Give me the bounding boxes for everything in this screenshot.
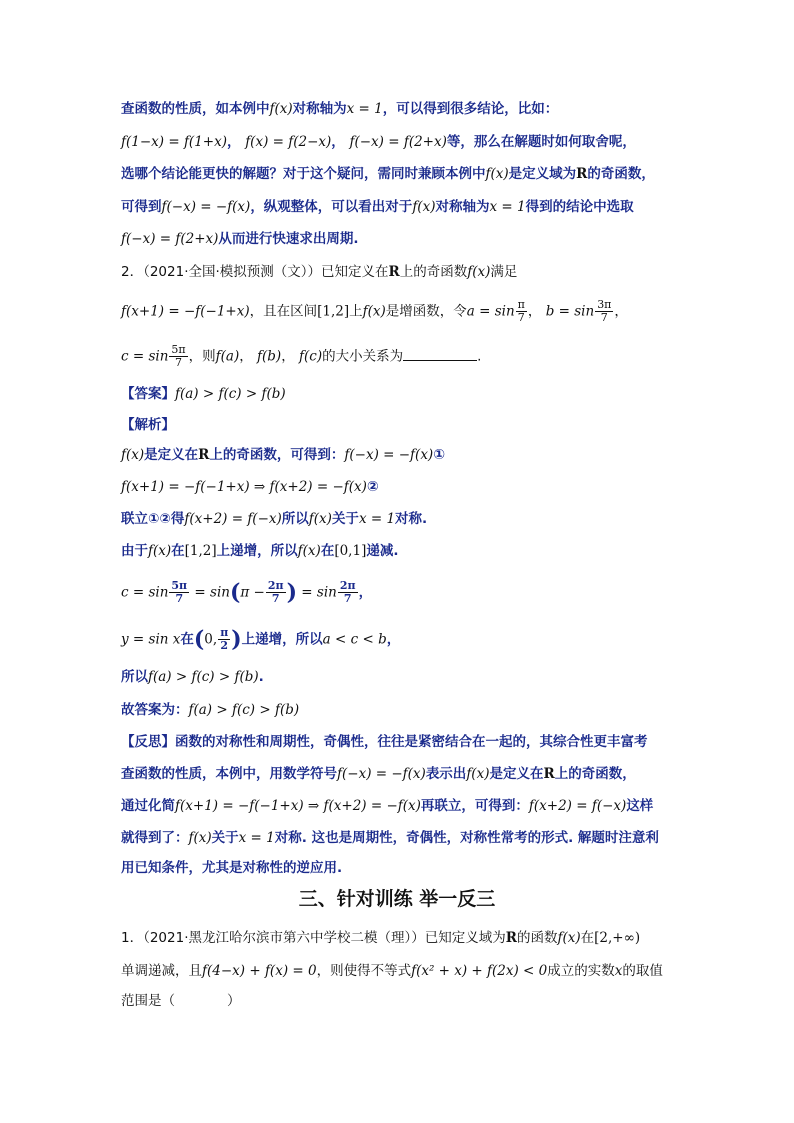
fraction-numerator: π — [220, 626, 229, 639]
math: f(x) — [412, 199, 436, 215]
math: c = sin — [121, 348, 169, 365]
text: 所以 — [281, 511, 309, 527]
math: f(1−x) = f(1+x) — [121, 134, 227, 150]
math: f(x) = f(2−x) — [245, 134, 332, 150]
text-line — [121, 164, 655, 184]
text-line — [121, 132, 636, 152]
text: 查函数的性质，本例中，用数学符号 — [121, 766, 337, 782]
text: ， — [614, 303, 628, 320]
text: 用已知条件，尤其是对称性的逆应用. — [121, 860, 343, 876]
math: f(x) — [485, 166, 509, 182]
text: 上的奇函数 — [399, 264, 468, 280]
math: y = sin x — [121, 631, 181, 648]
math: x = 1 — [346, 101, 383, 117]
math: f(x) — [269, 101, 293, 117]
fraction-denominator: 7 — [343, 592, 352, 605]
text: ， — [527, 303, 542, 320]
fraction — [595, 299, 613, 324]
math: R — [543, 766, 555, 782]
text: ， — [358, 584, 373, 601]
text-line — [121, 229, 359, 249]
fraction-denominator: 7 — [600, 311, 608, 324]
reflection-line — [121, 764, 636, 784]
fraction-denominator: 7 — [271, 592, 280, 605]
math: b = sin — [545, 303, 595, 320]
solution-line — [121, 580, 372, 605]
math: f(x+1) = −f(−1+x) ⇒ f(x+2) = −f(x) — [175, 798, 421, 814]
question-2-line — [121, 262, 517, 282]
text: 是定义域为 — [508, 166, 577, 182]
solution-line — [121, 700, 299, 720]
fraction-numerator: 2π — [339, 579, 356, 592]
math: f(a) > f(c) > f(b) — [175, 386, 286, 402]
text: 范围是（ — [121, 993, 175, 1009]
math: π − — [240, 584, 265, 601]
math: f(x² + x) + f(2x) < 0 — [411, 963, 548, 979]
paren-open: ( — [229, 579, 241, 606]
math: a = sin — [466, 303, 515, 320]
text: 是定义在 — [144, 447, 199, 463]
math: = sin — [297, 584, 337, 601]
solution-line — [121, 541, 398, 561]
solution-line — [121, 667, 264, 687]
text: 对称轴为 — [292, 101, 347, 117]
text: 在 — [580, 930, 595, 946]
fraction-numerator: 2π — [267, 579, 284, 592]
fraction-denominator: 7 — [175, 356, 183, 369]
paren-close: ) — [231, 626, 242, 653]
text: 这样 — [626, 798, 654, 814]
solution-line — [121, 445, 445, 465]
text: . — [258, 669, 264, 685]
text: 等，那么在解题时如何取舍呢， — [446, 134, 636, 150]
math: R — [198, 447, 210, 463]
practice-1-line — [121, 991, 241, 1011]
math: f(−x) = −f(x) — [161, 199, 251, 215]
math: f(a) > f(c) > f(b) — [188, 702, 300, 718]
math: x = 1 — [489, 199, 526, 215]
solution-line — [121, 477, 379, 497]
section-heading: 三、针对训练 举一反三 — [298, 888, 496, 910]
text: 关于 — [331, 511, 359, 527]
question-2-line — [121, 299, 628, 324]
text: 联立①②得 — [121, 511, 185, 527]
math: [0,1] — [334, 543, 367, 559]
math: f(x) — [121, 447, 145, 463]
math: f(x) — [148, 543, 172, 559]
fraction-numerator: 5π — [171, 343, 186, 356]
math: f(a) > f(c) > f(b) — [148, 669, 259, 685]
text: 查函数的性质，如本例中 — [121, 101, 270, 117]
math: x = 1 — [358, 511, 396, 527]
math: f(x) — [466, 766, 490, 782]
text: . — [477, 348, 482, 365]
reflection-line — [121, 828, 659, 848]
reflection-line — [121, 732, 648, 752]
fraction — [266, 580, 286, 605]
solution-line — [121, 627, 400, 652]
text: ，可以得到很多结论，比如： — [382, 101, 559, 117]
answer-label: 【答案】 — [121, 386, 175, 402]
math: f(a) — [215, 348, 240, 365]
math: f(x) — [297, 543, 321, 559]
text: 可得到 — [121, 199, 162, 215]
text: 递减. — [366, 543, 399, 559]
text: ， — [331, 134, 345, 150]
text: ， — [281, 348, 295, 365]
text: 表示出 — [425, 766, 467, 782]
text: 是定义在 — [489, 766, 544, 782]
fraction — [169, 344, 187, 369]
text: 对称. 这也是周期性，奇偶性，对称性常考的形式. 解题时注意利 — [274, 830, 659, 846]
text: ① — [433, 447, 446, 463]
fraction — [338, 580, 358, 605]
text-line — [121, 99, 558, 119]
answer-line — [121, 384, 286, 404]
fraction — [516, 299, 527, 324]
text: 上递增，所以 — [241, 631, 323, 648]
text: 上的奇函数，可得到： — [209, 447, 345, 463]
text: ，则 — [188, 348, 216, 365]
reflection-line — [121, 858, 342, 878]
math: f(x+2) = f(−x) — [184, 511, 282, 527]
text: 关于 — [211, 830, 239, 846]
math: f(x) — [362, 303, 386, 320]
paren-close: ) — [286, 579, 298, 606]
fraction-denominator: 7 — [175, 592, 184, 605]
fraction-numerator: 3π — [597, 298, 612, 311]
text: 由于 — [121, 543, 148, 559]
text-line — [121, 197, 634, 217]
text: 单调递减，且 — [121, 963, 202, 979]
math: f(x+1) = −f(−1+x) ⇒ f(x+2) = −f(x) — [121, 479, 367, 495]
text: 【反思】函数的对称性和周期性，奇偶性，往往是紧密结合在一起的，其综合性更丰富考 — [121, 734, 648, 750]
math: f(−x) = −f(x) — [344, 447, 434, 463]
text: ，且在区间 — [249, 303, 318, 320]
text: 在 — [180, 631, 194, 648]
text: 选哪个结论能更快的解题？对于这个疑问，需同时兼顾本例中 — [121, 166, 486, 182]
math: f(c) — [299, 348, 323, 365]
fraction-numerator: 5π — [171, 579, 188, 592]
text: 上的奇函数， — [554, 766, 636, 782]
text: 的取值 — [622, 963, 663, 979]
text: 2．（2021·全国·模拟预测（文））已知定义在 — [121, 264, 389, 280]
math: x = 1 — [238, 830, 275, 846]
text: ，则使得不等式 — [316, 963, 412, 979]
math: R — [505, 930, 517, 946]
math: f(x) — [308, 511, 332, 527]
math: f(−x) = −f(x) — [337, 766, 426, 782]
fraction-denominator: 7 — [517, 311, 525, 324]
text: 是增函数，令 — [385, 303, 467, 320]
text: 满足 — [490, 264, 518, 280]
text: 的函数 — [516, 930, 558, 946]
text: 【解析】 — [121, 417, 175, 433]
text: 故答案为： — [121, 702, 189, 718]
text: 1．（2021·黑龙江哈尔滨市第六中学校二模（理））已知定义域为 — [121, 930, 506, 946]
text: ） — [227, 993, 241, 1009]
text: ， — [226, 134, 241, 150]
text: 上 — [349, 303, 363, 320]
math: f(x) — [467, 264, 491, 280]
math: f(b) — [257, 348, 282, 365]
text: 通过化简 — [121, 798, 175, 814]
text: ② — [366, 479, 379, 495]
solution-line — [121, 509, 427, 529]
text: 的大小关系为 — [322, 348, 404, 365]
math: f(x) — [557, 930, 581, 946]
math: f(x+2) = f(−x) — [528, 798, 627, 814]
text: ， — [386, 631, 401, 648]
text: ，纵观整体，可以看出对于 — [250, 199, 413, 215]
math: f(4−x) + f(x) = 0 — [202, 963, 317, 979]
analysis-label — [121, 415, 175, 435]
text: 所以 — [121, 669, 148, 685]
math: R — [576, 166, 588, 182]
text: 在 — [171, 543, 185, 559]
text: 在 — [320, 543, 335, 559]
text: 的奇函数， — [587, 166, 655, 182]
fraction-numerator: π — [517, 298, 525, 311]
text: 上递增，所以 — [216, 543, 298, 559]
math: f(−x) = f(2+x) — [349, 134, 447, 150]
fraction — [218, 627, 230, 652]
answer-blank — [403, 348, 477, 361]
math: a < c < b — [322, 631, 387, 648]
text: 成立的实数 — [547, 963, 615, 979]
math: [2,+∞) — [594, 930, 641, 946]
math: c = sin — [121, 584, 169, 601]
reflection-line — [121, 796, 653, 816]
math: 0, — [204, 631, 218, 648]
text: 对称轴为 — [435, 199, 490, 215]
fraction-denominator: 2 — [220, 639, 229, 652]
question-2-line — [121, 344, 481, 369]
text: 对称. — [395, 511, 428, 527]
math: x — [614, 963, 623, 979]
math: = sin — [190, 584, 230, 601]
paren-open: ( — [193, 626, 205, 653]
math: f(x) — [188, 830, 212, 846]
math: f(x+1) = −f(−1+x) — [121, 303, 250, 320]
text: ， — [239, 348, 253, 365]
text: 得到的结论中选取 — [525, 199, 634, 215]
math: [1,2] — [317, 303, 350, 320]
text: 再联立，可得到： — [420, 798, 529, 814]
fraction — [169, 580, 189, 605]
text: 就得到了： — [121, 830, 189, 846]
math: [1,2] — [184, 543, 217, 559]
practice-1-line — [121, 928, 640, 948]
text: 从而进行快速求出周期. — [218, 231, 359, 247]
practice-1-line — [121, 961, 663, 981]
math: R — [388, 264, 400, 280]
math: f(−x) = f(2+x) — [121, 231, 219, 247]
